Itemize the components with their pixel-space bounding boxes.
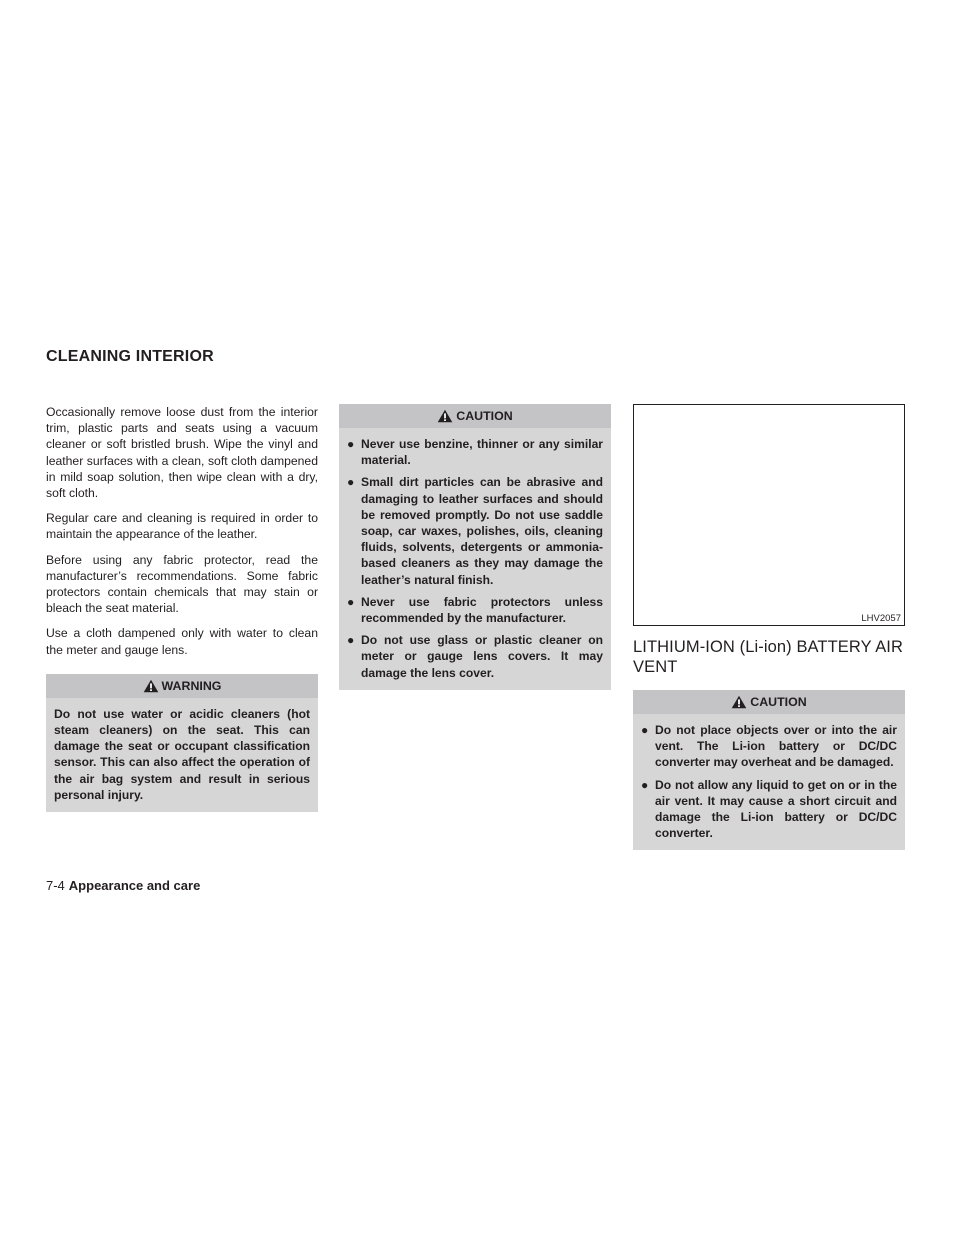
column-2 [339,404,611,690]
caution-box [633,690,905,850]
paragraph: Occasionally remove loose dust from the interior trim, plastic parts and seats using a vacuum cleaner or soft bristled brush. Wipe the vinyl and leather surfaces with a clean, soft cloth dampened in mild soap solution, then wipe clean with a dry, soft cloth. [46,405,318,501]
warning-title: WARNING [161,678,222,693]
list-item-text: Do not use glass or plastic cleaner on meter or gauge lens covers. It may damage the lens cover. [361,633,603,680]
list-item-text: Do not place objects over or into the air vent. The Li-ion battery or DC/DC converter may overheat and be damaged. [655,723,897,770]
page-footer [46,878,200,893]
figure [633,404,905,626]
column-1 [46,404,318,812]
warning-box [46,674,318,812]
warning-triangle-icon [437,409,453,423]
caution-box [339,404,611,690]
list-item [641,777,897,842]
caution-title: CAUTION [456,409,513,423]
bullet-icon: ● [641,723,649,737]
list-item-text: Never use benzine, thinner or any similar material. [361,437,603,468]
paragraph: Before using any fabric protector, read the manufacturer’s recommendations. Some fabric protectors contain chemicals that may stain or bleach the seat material. [46,552,318,616]
paragraph: Use a cloth dampened only with water to clean the meter and gauge lens. [46,626,318,657]
caution-list [641,722,897,841]
warning-header [46,674,318,698]
list-item [347,436,603,468]
column-3 [633,404,905,850]
list-item [347,594,603,626]
bullet-icon: ● [347,475,355,490]
caution-header [633,690,905,714]
list-item [641,722,897,771]
section-title: CLEANING INTERIOR [46,348,214,365]
bullet-icon: ● [347,633,355,648]
bullet-icon: ● [347,437,355,451]
warning-text: Do not use water or acidic cleaners (hot steam cleaners) on the seat. This can damage the seat or occupant classification sensor. This can also affect the operation of the air bag system and result in serious personal injury. [54,706,310,802]
bullet-icon: ● [641,777,649,792]
figure-label: LHV2057 [861,613,901,624]
bullet-icon: ● [347,594,355,609]
list-item-text: Do not allow any liquid to get on or in the air vent. It may cause a short circuit and damage the Li-ion battery or DC/DC converter. [655,777,897,841]
list-item [347,632,603,681]
subsection-heading: LITHIUM-ION (Li-ion) BATTERY AIR VENT [633,638,903,676]
paragraph: Regular care and cleaning is required in order to maintain the appearance of the leather. [46,511,318,542]
list-item [347,474,603,587]
warning-triangle-icon [143,679,159,693]
page-number: 7-4 [46,878,65,893]
caution-list [347,436,603,681]
caution-header [339,404,611,428]
footer-section-title: Appearance and care [68,878,201,893]
warning-triangle-icon [731,695,747,709]
list-item-text: Small dirt particles can be abrasive and damaging to leather surfaces and should be removed promptly. Do not use saddle soap, car waxes, polishes, oils, cleaning fluids, solvents, detergents or ammonia-based cleaners as they may damage the leather’s natural finish. [361,475,603,587]
caution-title: CAUTION [750,695,807,709]
list-item-text: Never use fabric protectors unless recommended by the manufacturer. [361,594,603,626]
